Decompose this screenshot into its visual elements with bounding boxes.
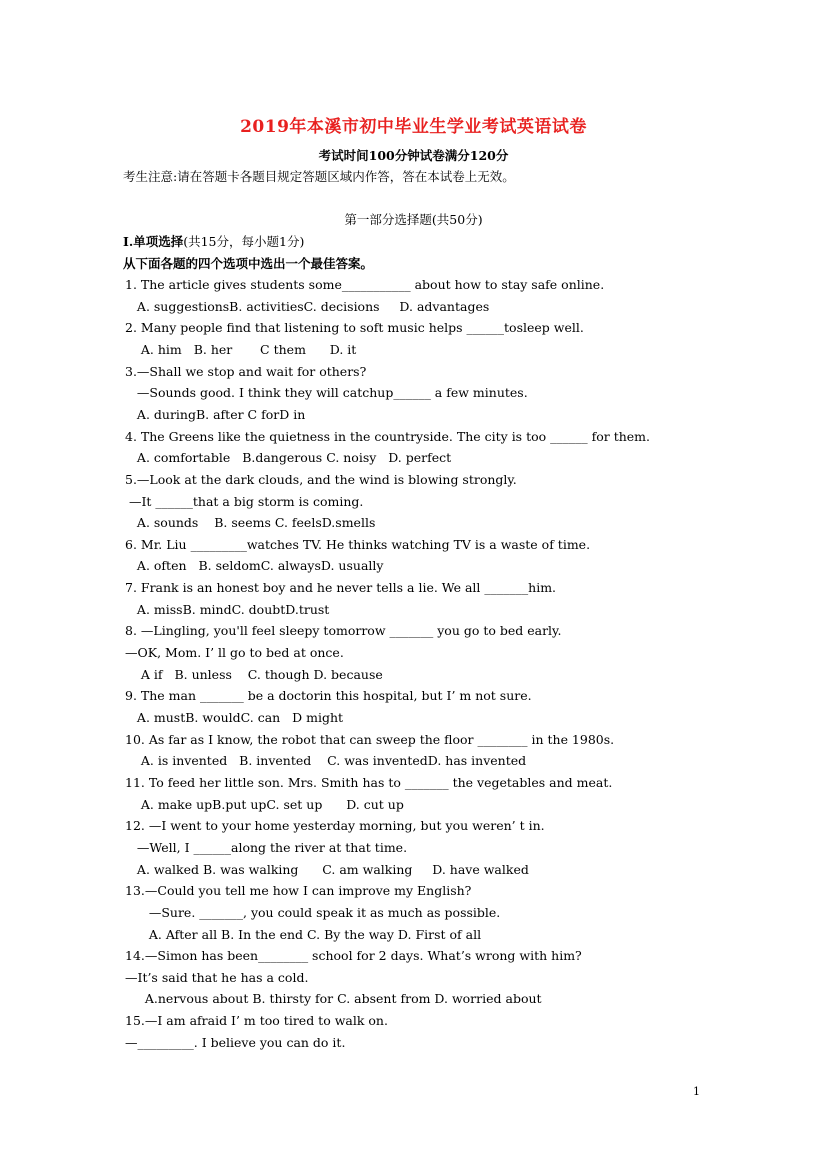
exam-notice: 考生注意:请在答题卡各题目规定答题区域内作答，答在本试卷上无效。	[123, 169, 515, 184]
question-line: 3.—Shall we stop and wait for others?	[125, 363, 367, 379]
question-line: 7. Frank is an honest boy and he never tells a lie. We all _______him.	[125, 580, 557, 596]
question-line: A. sounds B. seems C. feelsD.smells	[125, 515, 376, 531]
question-line: 10. As far as I know, the robot that can sweep the floor ________ in the 1980s.	[125, 731, 615, 747]
question-line: A.nervous about B. thirsty for C. absent from D. worried about	[125, 991, 542, 1007]
question-line: 13.—Could you tell me how I can improve my English?	[125, 883, 472, 899]
page-number: 1	[693, 1085, 700, 1098]
question-line: —OK, Mom. I’ ll go to bed at once.	[125, 645, 344, 661]
question-line: A. make upB.put upC. set up D. cut up	[125, 796, 404, 812]
question-line: —_________. I believe you can do it.	[125, 1034, 346, 1050]
question-line: A. mustB. wouldC. can D might	[125, 710, 344, 725]
question-line: 15.—I am afraid I’ m too tired to walk on.	[125, 1013, 388, 1029]
section-heading	[123, 232, 304, 250]
exam-subtitle: 考试时间100分钟试卷满分120分	[318, 148, 509, 163]
question-line: A. him B. her C them D. it	[125, 341, 357, 357]
question-line: A. suggestionsB. activitiesC. decisions D. advantages	[125, 298, 490, 314]
question-line: A. missB. mindC. doubtD.trust	[125, 601, 330, 617]
question-line: 8. —Lingling, you'll feel sleepy tomorrow _______ you go to bed early.	[125, 623, 562, 639]
question-line: 5.—Look at the dark clouds, and the wind is blowing strongly.	[125, 471, 517, 487]
question-line: A. is invented B. invented C. was inventedD. has invented	[125, 753, 527, 769]
question-line: A. duringB. after C forD in	[125, 406, 306, 422]
question-line: A. often B. seldomC. alwaysD. usually	[125, 558, 384, 574]
section-score: (共15分，每小题1分)	[183, 234, 305, 249]
question-line: 6. Mr. Liu _________watches TV. He thinks watching TV is a waste of time.	[125, 536, 591, 552]
question-line: A. walked B. was walking C. am walking D. have walked	[125, 861, 529, 877]
question-line: 14.—Simon has been________ school for 2 days. What’s wrong with him?	[125, 948, 582, 964]
question-line: A. comfortable B.dangerous C. noisy D. perfect	[125, 450, 452, 466]
question-line: 11. To feed her little son. Mrs. Smith has to _______ the vegetables and meat.	[125, 774, 613, 790]
question-line: —It’s said that he has a cold.	[125, 969, 309, 985]
question-line: A. After all B. In the end C. By the way D. First of all	[125, 926, 482, 942]
section-title: 单项选择	[133, 234, 184, 249]
question-line: —It ______that a big storm is coming.	[125, 493, 364, 509]
question-line: 1. The article gives students some___________ about how to stay safe online.	[125, 277, 605, 292]
question-line: —Sure. _______, you could speak it as much as possible.	[125, 904, 501, 920]
question-line: 2. Many people find that listening to soft music helps ______tosleep well.	[125, 320, 584, 336]
question-line: 9. The man _______ be a doctorin this hospital, but I’ m not sure.	[125, 688, 532, 704]
part-heading: 第一部分选择题(共50分)	[344, 212, 483, 227]
question-line: —Sounds good. I think they will catchup______ a few minutes.	[125, 385, 528, 401]
exam-title: 2019年本溪市初中毕业生学业考试英语试卷	[240, 117, 587, 137]
section-mark: Ⅰ.	[123, 234, 134, 249]
question-line: —Well, I ______along the river at that time.	[125, 839, 408, 855]
question-line: 12. —I went to your home yesterday morning, but you weren’ t in.	[125, 818, 545, 834]
section-instruction: 从下面各题的四个选项中选出一个最佳答案。	[123, 256, 374, 271]
question-line: A if B. unless C. though D. because	[125, 666, 383, 682]
question-line: 4. The Greens like the quietness in the countryside. The city is too ______ for them.	[125, 428, 650, 444]
